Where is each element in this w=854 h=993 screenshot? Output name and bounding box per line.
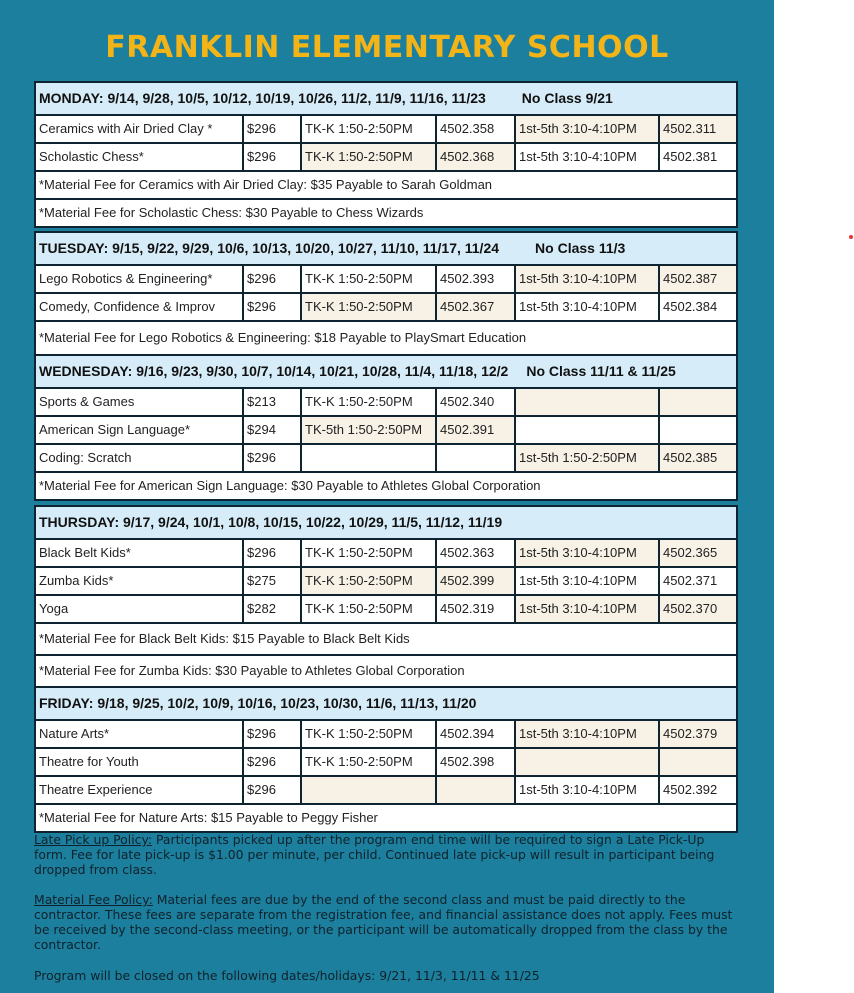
grade-time: 1st-5th 3:10-4:10PM (516, 721, 660, 747)
class-name: Coding: Scratch (36, 445, 244, 471)
day-header (36, 688, 736, 721)
tk-code (437, 445, 516, 471)
day-dates: MONDAY: 9/14, 9/28, 10/5, 10/12, 10/19, 10/26, 11/2, 11/9, 11/16, 11/23 (39, 90, 486, 106)
class-name: Nature Arts* (36, 721, 244, 747)
table-row (36, 596, 736, 624)
material-fee-note: *Material Fee for Black Belt Kids: $15 Payable to Black Belt Kids (39, 631, 410, 646)
class-name: Zumba Kids* (36, 568, 244, 594)
material-fee-note: *Material Fee for Zumba Kids: $30 Payable to Athletes Global Corporation (39, 663, 465, 678)
day-dates: FRIDAY: 9/18, 9/25, 10/2, 10/9, 10/16, 10/23, 10/30, 11/6, 11/13, 11/20 (39, 695, 477, 711)
table-row (36, 266, 736, 294)
material-fee-policy (34, 892, 734, 952)
closure-dates: Program will be closed on the following dates/holidays: 9/21, 11/3, 11/11 & 11/25 (34, 968, 540, 983)
grade-time: 1st-5th 1:50-2:50PM (516, 445, 660, 471)
grade-code (660, 417, 736, 443)
class-price: $275 (244, 568, 302, 594)
grade-code: 4502.384 (663, 299, 718, 314)
table-row (36, 116, 736, 144)
day-header (36, 233, 736, 266)
tk-code: 4502.368 (437, 144, 516, 170)
table-row (36, 294, 736, 322)
tk-code: 4502.340 (437, 389, 516, 415)
class-price: $282 (244, 596, 302, 622)
table-row (36, 568, 736, 596)
material-fee-note: *Material Fee for American Sign Language: $30 Payable to Athletes Global Corporation (39, 478, 541, 493)
table-row (36, 777, 736, 805)
no-class-note: No Class 11/11 & 11/25 (526, 363, 676, 379)
class-price: $296 (244, 116, 302, 142)
tk-code: 4502.398 (437, 749, 516, 775)
tk-code: 4502.393 (437, 266, 516, 292)
fee-row (36, 473, 736, 499)
grade-time: 1st-5th 3:10-4:10PM (516, 144, 660, 170)
wednesday-section (34, 354, 738, 501)
grade-code: 4502.370 (660, 596, 736, 622)
table-row (36, 749, 736, 777)
grade-code: 4502.365 (660, 540, 736, 566)
tk-time: TK-K 1:50-2:50PM (302, 144, 437, 170)
class-name: Comedy, Confidence & Improv (36, 294, 244, 320)
friday-section (34, 686, 738, 833)
material-fee-note: *Material Fee for Scholastic Chess: $30 Payable to Chess Wizards (39, 205, 424, 220)
class-price: $296 (244, 294, 302, 320)
grade-code: 4502.371 (663, 573, 718, 588)
material-fee-note: *Material Fee for Lego Robotics & Engineering: $18 Payable to PlaySmart Education (39, 330, 527, 345)
material-fee-label: Material Fee Policy: (34, 892, 153, 907)
tk-code (437, 777, 516, 803)
grade-time: 1st-5th 3:10-4:10PM (516, 266, 660, 292)
tk-time: TK-5th 1:50-2:50PM (302, 417, 437, 443)
day-header (36, 356, 736, 389)
class-price: $296 (244, 445, 302, 471)
tk-time: TK-K 1:50-2:50PM (302, 540, 437, 566)
class-price: $296 (244, 144, 302, 170)
grade-time: 1st-5th 3:10-4:10PM (516, 777, 660, 803)
tk-time: TK-K 1:50-2:50PM (302, 266, 437, 292)
class-name: Black Belt Kids* (36, 540, 244, 566)
tk-code: 4502.391 (437, 417, 516, 443)
class-price: $294 (244, 417, 302, 443)
tk-time: TK-K 1:50-2:50PM (302, 389, 437, 415)
late-pickup-label: Late Pick up Policy: (34, 832, 153, 847)
class-name: Yoga (36, 596, 244, 622)
tk-code: 4502.363 (437, 540, 516, 566)
tuesday-section (34, 231, 738, 356)
class-name: Theatre Experience (36, 777, 244, 803)
tk-time: TK-K 1:50-2:50PM (302, 568, 437, 594)
class-name: Scholastic Chess* (36, 144, 244, 170)
grade-code: 4502.385 (660, 445, 736, 471)
tk-time (302, 445, 437, 471)
grade-code: 4502.381 (663, 149, 718, 164)
fee-row (36, 805, 736, 831)
class-name: Lego Robotics & Engineering* (36, 266, 244, 292)
fee-row (36, 656, 736, 686)
class-price: $213 (244, 389, 302, 415)
class-name: Sports & Games (36, 389, 244, 415)
tk-code: 4502.358 (437, 116, 516, 142)
class-price: $296 (244, 721, 302, 747)
tk-time: TK-K 1:50-2:50PM (302, 116, 437, 142)
day-dates: WEDNESDAY: 9/16, 9/23, 9/30, 10/7, 10/14, 10/21, 10/28, 11/4, 11/18, 12/2 (39, 363, 509, 379)
grade-code (660, 389, 736, 415)
red-dot-mark (849, 235, 853, 239)
grade-code: 4502.392 (663, 782, 718, 797)
grade-time: 1st-5th 3:10-4:10PM (516, 540, 660, 566)
tk-code: 4502.399 (437, 568, 516, 594)
table-row (36, 540, 736, 568)
tk-time: TK-K 1:50-2:50PM (302, 721, 437, 747)
tk-code: 4502.394 (437, 721, 516, 747)
fee-row (36, 200, 736, 226)
day-dates: THURSDAY: 9/17, 9/24, 10/1, 10/8, 10/15, 10/22, 10/29, 11/5, 11/12, 11/19 (39, 514, 503, 530)
tk-code: 4502.319 (437, 596, 516, 622)
class-name: Theatre for Youth (36, 749, 244, 775)
table-row (36, 417, 736, 445)
grade-time: 1st-5th 3:10-4:10PM (516, 568, 660, 594)
material-fee-text: Material fees are due by the end of the second class and must be paid directly to the contractor. These fees are separate from the registration fee, and financial assistance does not apply. Fees must be received by the second-class meeting, or the participant will be automatically dropped from the class by the contractor. (34, 892, 733, 952)
grade-time (516, 749, 660, 775)
material-fee-note: *Material Fee for Nature Arts: $15 Payable to Peggy Fisher (39, 810, 378, 825)
day-header (36, 507, 736, 540)
class-name: American Sign Language* (36, 417, 244, 443)
class-price: $296 (244, 540, 302, 566)
fee-row (36, 624, 736, 656)
table-row (36, 389, 736, 417)
tk-time (302, 777, 437, 803)
class-price: $296 (244, 266, 302, 292)
grade-time: 1st-5th 3:10-4:10PM (516, 116, 660, 142)
tk-code: 4502.367 (437, 294, 516, 320)
day-header (36, 83, 736, 116)
fee-row (36, 172, 736, 200)
grade-code (660, 749, 736, 775)
table-row (36, 144, 736, 172)
material-fee-note: *Material Fee for Ceramics with Air Dried Clay: $35 Payable to Sarah Goldman (39, 177, 493, 192)
grade-time (516, 417, 660, 443)
no-class-note: No Class 11/3 (535, 240, 626, 256)
tk-time: TK-K 1:50-2:50PM (302, 596, 437, 622)
table-row (36, 721, 736, 749)
grade-time (516, 389, 660, 415)
grade-code: 4502.311 (660, 116, 736, 142)
class-price: $296 (244, 749, 302, 775)
thursday-section (34, 505, 738, 688)
school-title: FRANKLIN ELEMENTARY SCHOOL (105, 30, 669, 65)
grade-code: 4502.387 (660, 266, 736, 292)
late-pickup-text: Participants picked up after the program end time will be required to sign a Late Pick-Up form. Fee for late pick-up is $1.00 per minute, per child. Continued late pick-up will result in participant being dropped from class. (34, 832, 715, 877)
fee-row (36, 322, 736, 354)
day-dates: TUESDAY: 9/15, 9/22, 9/29, 10/6, 10/13, 10/20, 10/27, 11/10, 11/17, 11/24 (39, 240, 500, 256)
grade-time: 1st-5th 3:10-4:10PM (516, 294, 660, 320)
late-pickup-policy (34, 832, 734, 877)
grade-code: 4502.379 (660, 721, 736, 747)
grade-time: 1st-5th 3:10-4:10PM (516, 596, 660, 622)
no-class-note: No Class 9/21 (521, 90, 613, 106)
tk-time: TK-K 1:50-2:50PM (302, 749, 437, 775)
monday-section (34, 81, 738, 228)
tk-time: TK-K 1:50-2:50PM (302, 294, 437, 320)
class-name: Ceramics with Air Dried Clay * (36, 116, 244, 142)
table-row (36, 445, 736, 473)
class-price: $296 (244, 777, 302, 803)
